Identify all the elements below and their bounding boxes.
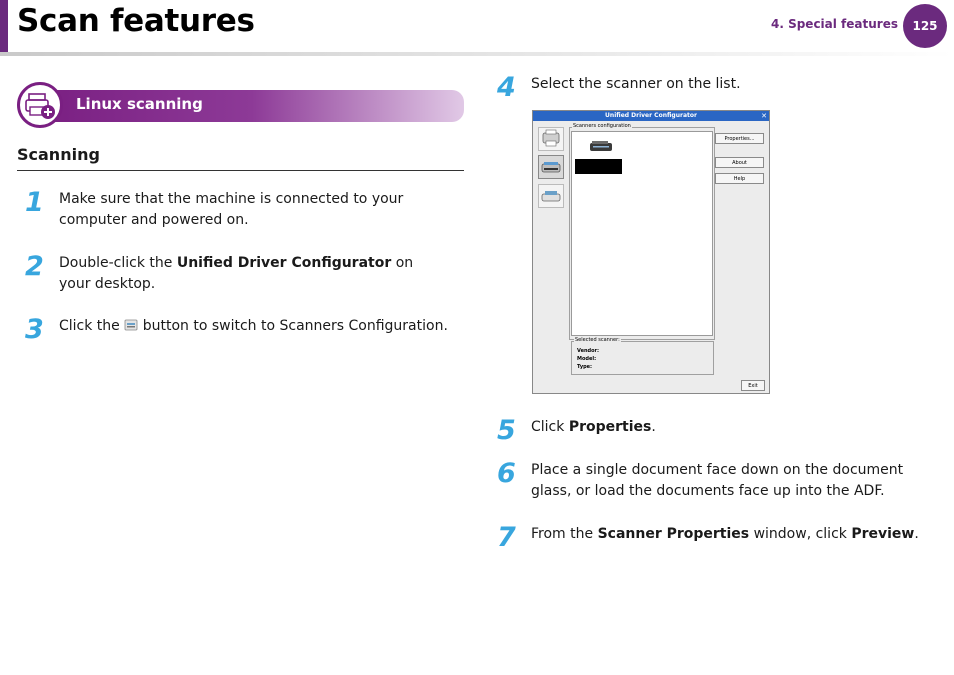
step-1-text: Make sure that the machine is connected to your computer and powered on. <box>59 191 404 228</box>
step-7-text: From the Scanner Properties window, click Preview. <box>531 526 919 542</box>
page-title: Scan features <box>17 3 255 39</box>
step-number-6: 6 <box>497 458 516 489</box>
step-2-bold: Unified Driver Configurator <box>176 255 392 271</box>
header-divider <box>0 52 954 56</box>
step-5-text: Click Properties. <box>531 419 656 435</box>
step-3-text: Click the button to switch to Scanners Configuration. <box>59 318 448 334</box>
printer-scan-icon <box>17 82 63 128</box>
properties-button[interactable]: Properties... <box>715 133 764 144</box>
header-accent-bar <box>0 0 8 52</box>
scanner-config-icon <box>124 318 138 332</box>
printers-config-button[interactable] <box>538 127 564 151</box>
step-7-bold-1: Scanner Properties <box>597 526 750 542</box>
step-number-4: 4 <box>497 72 516 103</box>
window-title: Unified Driver Configurator <box>605 112 697 119</box>
scanner-icon <box>539 156 563 178</box>
printer-icon <box>539 128 563 150</box>
banner-title: Linux scanning <box>76 95 203 113</box>
scanners-config-button[interactable] <box>538 155 564 179</box>
ports-config-button[interactable] <box>538 184 564 208</box>
step-number-3: 3 <box>25 314 44 345</box>
selected-scanner-label: Selected scanner: <box>575 337 620 343</box>
page-number-badge: 125 <box>903 4 947 48</box>
subsection-title: Scanning <box>17 145 100 164</box>
section-label: 4. Special features <box>770 17 898 31</box>
step-number-5: 5 <box>497 415 516 446</box>
selected-scanner-item[interactable] <box>575 159 622 174</box>
step-4-text: Select the scanner on the list. <box>531 76 741 92</box>
vendor-label: Vendor: <box>577 348 600 354</box>
step-number-7: 7 <box>497 522 516 553</box>
step-6-text: Place a single document face down on the document glass, or load the documents face up into the ADF. <box>531 462 904 499</box>
help-button[interactable]: Help <box>715 173 764 184</box>
section-banner <box>40 90 464 122</box>
step-number-1: 1 <box>25 187 44 218</box>
model-label: Model: <box>577 356 597 362</box>
step-5-bold: Properties <box>568 419 652 435</box>
exit-button[interactable]: Exit <box>741 380 765 391</box>
window-titlebar <box>533 111 769 121</box>
scanner-device-icon <box>588 139 614 153</box>
type-label: Type: <box>577 364 593 370</box>
scanners-configuration-label: Scanners configuration <box>573 123 631 129</box>
about-button[interactable]: About <box>715 157 764 168</box>
step-7-bold-2: Preview <box>851 526 915 542</box>
close-icon[interactable]: ✕ <box>761 112 767 120</box>
port-icon <box>539 185 563 207</box>
subsection-divider <box>17 170 464 171</box>
unified-driver-configurator-window <box>532 110 770 394</box>
step-2-text: Double-click the Unified Driver Configurator on your desktop. <box>59 255 414 292</box>
step-number-2: 2 <box>25 251 44 282</box>
